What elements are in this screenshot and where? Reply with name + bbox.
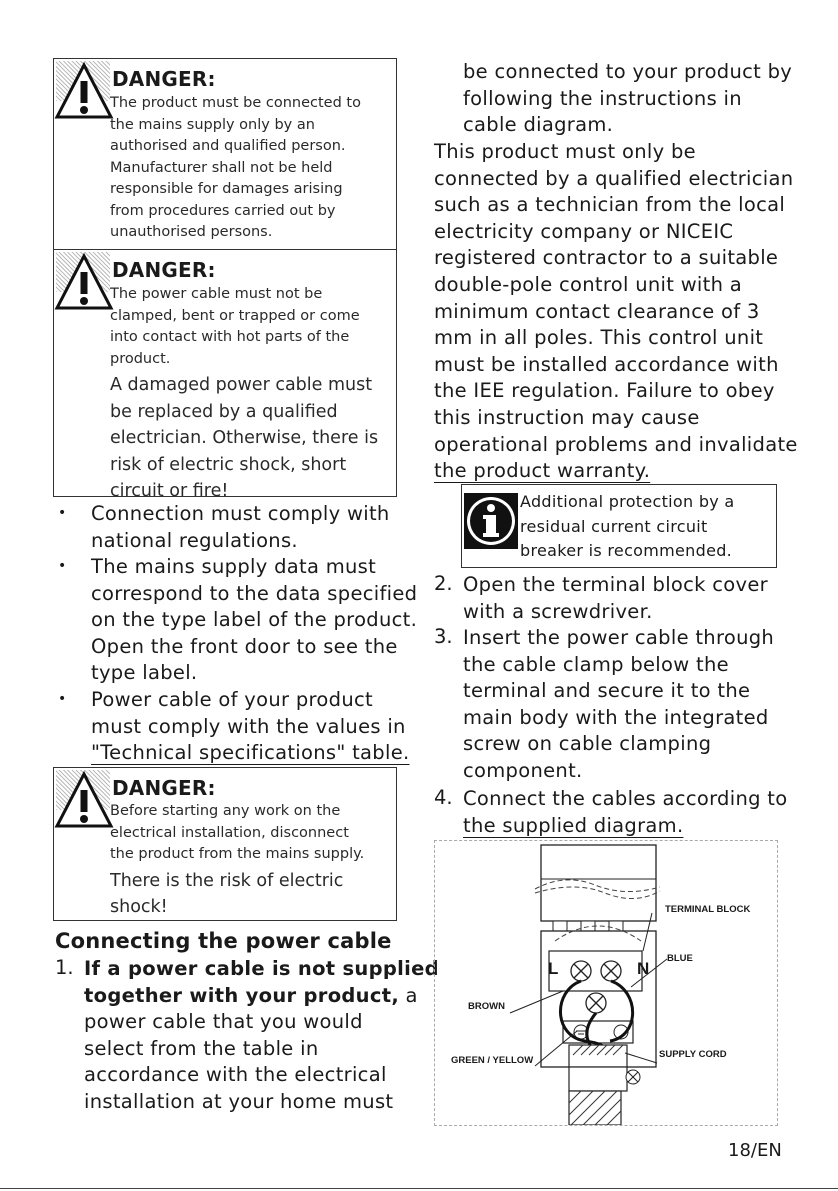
warning-triangle-icon: [54, 61, 114, 121]
cont-line: cable diagram.: [463, 113, 614, 137]
step-1-text: [84, 956, 439, 1116]
para-line: the product warranty.: [434, 459, 651, 483]
danger-line: be replaced by a qualified: [110, 401, 338, 422]
step-2-text: [463, 572, 768, 625]
step-line: accordance with the electrical: [84, 1063, 387, 1087]
warning-triangle-icon: [54, 252, 114, 312]
danger-line: A damaged power cable must: [110, 375, 373, 395]
label-live: L: [548, 959, 559, 978]
step-bold-line: together with your product,: [84, 983, 400, 1007]
step-bold-line: If a power cable is not supplied: [84, 957, 439, 980]
step-line: the supplied diagram.: [463, 813, 684, 837]
info-text: [520, 490, 735, 564]
danger-line: electrical installation, disconnect: [110, 824, 349, 841]
danger-line: from procedures carried out by: [110, 202, 336, 219]
danger-line: unauthorised persons.: [110, 224, 273, 240]
bullet-line: Power cable of your product: [91, 688, 373, 711]
cont-line: be connected to your product by: [463, 60, 793, 83]
label-blue: BLUE: [667, 953, 693, 964]
footer-rule: [0, 1188, 838, 1189]
danger-line: risk of electric shock, short: [110, 454, 347, 475]
danger-line: circuit or fire!: [110, 481, 229, 501]
para-line: the IEE regulation. Failure to obey: [434, 379, 775, 403]
para-line: operational problems and invalidate: [434, 432, 798, 456]
bullet-line: The mains supply data must: [91, 555, 377, 578]
step-line: power cable that you would: [84, 1010, 363, 1034]
cont-line: following the instructions in: [463, 86, 742, 110]
section-heading: Connecting the power cable: [55, 929, 392, 953]
step-line: Insert the power cable through: [463, 626, 775, 649]
danger-box-2: [53, 249, 397, 501]
step-1-continuation: [463, 59, 792, 139]
info-line: breaker is recommended.: [520, 541, 733, 560]
danger-line: Before starting any work on the: [110, 803, 341, 819]
bullet-line: on the type label of the product.: [91, 608, 418, 632]
para-line: this instruction may cause: [434, 405, 700, 429]
label-supply-cord: SUPPLY CORD: [659, 1049, 727, 1060]
danger-line: product.: [110, 350, 171, 367]
label-neutral: N: [637, 959, 650, 978]
danger-line: The power cable must not be: [110, 286, 323, 302]
danger-line: Manufacturer shall not be held: [110, 159, 333, 176]
danger-line: into contact with hot parts of the: [110, 329, 350, 345]
danger-line: authorised and qualified person.: [110, 138, 346, 154]
bullet-text: [91, 501, 390, 554]
danger-text: [110, 93, 361, 244]
step-4-text: [463, 786, 787, 839]
step-line: component.: [463, 758, 583, 782]
warning-triangle-icon: [54, 770, 114, 830]
step-tail: a: [399, 983, 418, 1007]
danger-title: DANGER:: [112, 776, 216, 800]
electrician-paragraph: [434, 139, 798, 485]
info-line: residual current circuit: [520, 516, 708, 536]
para-line: connected by a qualified electrician: [434, 166, 794, 190]
danger-line: clamped, bent or trapped or come: [110, 307, 360, 324]
bullet-text: [91, 687, 410, 767]
label-terminal-block: TERMINAL BLOCK: [665, 904, 751, 915]
bullet-line: correspond to the data specified: [91, 581, 418, 605]
bullet-marker: •: [58, 505, 67, 521]
para-line: mm in all poles. This control unit: [434, 326, 764, 350]
danger-line: shock!: [110, 897, 168, 917]
terminal-block-drawing: [435, 841, 777, 1125]
label-brown: BROWN: [468, 1001, 505, 1012]
para-line: double-pole control unit with a: [434, 272, 743, 296]
bullet-line: Connection must comply with: [91, 502, 390, 525]
danger-line: the mains supply only by an: [110, 116, 315, 133]
bullet-line: type label.: [91, 661, 198, 685]
danger-box-1: [53, 58, 397, 251]
para-line: must be installed accordance with: [434, 352, 779, 376]
step-line: main body with the integrated: [463, 705, 769, 729]
danger-title: DANGER:: [112, 258, 216, 282]
danger-line: There is the risk of electric: [110, 870, 344, 891]
step-line: Open the terminal block cover: [463, 573, 768, 596]
step-number: 4.: [434, 786, 453, 809]
danger-line: electrician. Otherwise, there is: [110, 428, 379, 448]
label-green-yellow: GREEN / YELLOW: [451, 1055, 534, 1066]
para-line: minimum contact clearance of 3: [434, 299, 760, 323]
bullet-line: "Technical specifications" table.: [91, 741, 410, 765]
step-number: 2.: [434, 572, 453, 595]
step-number: 3.: [434, 625, 453, 648]
bullet-line: national regulations.: [91, 528, 298, 552]
wiring-diagram: [434, 840, 778, 1126]
danger-line: The product must be connected to: [110, 95, 361, 111]
danger-text: [110, 801, 364, 921]
danger-text: [110, 284, 378, 505]
step-line: select from the table in: [84, 1036, 319, 1060]
para-line: This product must only be: [434, 140, 696, 163]
step-line: with a screwdriver.: [463, 599, 653, 623]
info-box: [461, 484, 777, 568]
info-icon: [464, 493, 518, 549]
bullet-text: [91, 554, 417, 687]
step-number: 1.: [55, 956, 74, 979]
step-3-text: [463, 625, 774, 785]
bullet-line: must comply with the values in: [91, 714, 406, 738]
danger-box-3: [53, 767, 397, 921]
page-number: 18/EN: [728, 1140, 782, 1161]
danger-title: DANGER:: [112, 67, 216, 91]
bullet-line: Open the front door to see the: [91, 634, 398, 658]
info-line: Additional protection by a: [520, 492, 735, 511]
para-line: registered contractor to a suitable: [434, 246, 779, 270]
step-line: installation at your home must: [84, 1089, 394, 1113]
danger-line: responsible for damages arising: [110, 181, 343, 197]
step-line: the cable clamp below the: [463, 652, 729, 676]
step-line: Connect the cables according to: [463, 787, 788, 810]
step-line: screw on cable clamping: [463, 732, 712, 756]
bullet-marker: •: [58, 558, 67, 574]
bullet-marker: •: [58, 691, 67, 707]
danger-line: the product from the mains supply.: [110, 846, 365, 862]
para-line: electricity company or NICEIC: [434, 219, 734, 243]
para-line: such as a technician from the local: [434, 193, 786, 217]
step-line: terminal and secure it to the: [463, 679, 751, 703]
